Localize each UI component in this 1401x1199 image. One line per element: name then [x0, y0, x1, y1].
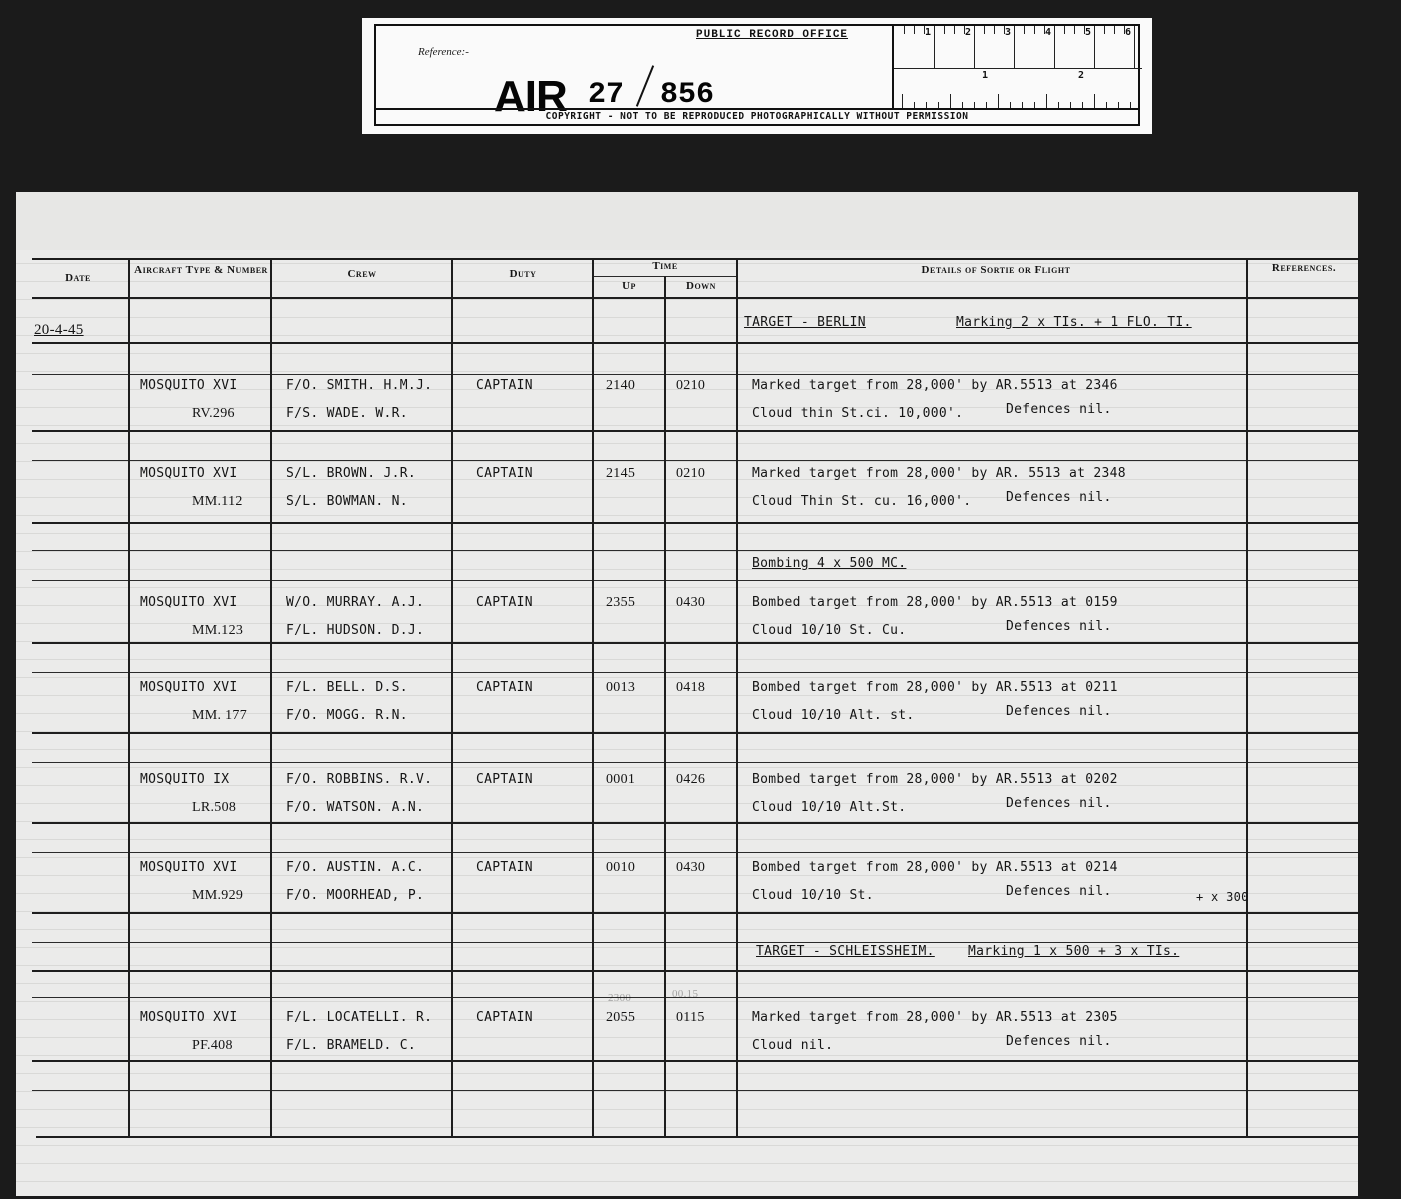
- row-rule: [32, 912, 1358, 914]
- sheet-bottom-rule: [36, 1136, 1358, 1138]
- aircraft-type: MOSQUITO XVI: [140, 378, 238, 393]
- ruler-minor-tick: [1064, 26, 1065, 34]
- time-down: 0430: [676, 595, 706, 610]
- aircraft-serial: MM.123: [192, 623, 244, 638]
- sortie-detail: Marked target from 28,000' by AR.5513 at 2305: [752, 1010, 1118, 1025]
- time-up: 0010: [606, 860, 636, 875]
- ruler-minor-tick: [1024, 26, 1025, 34]
- bombing-load-note: Bombing 4 x 500 MC.: [752, 556, 907, 571]
- header-time: Time: [652, 260, 678, 272]
- ruler-minor-tick: [924, 26, 925, 34]
- defences: Defences nil.: [1006, 490, 1112, 505]
- aircraft-type: MOSQUITO XVI: [140, 595, 238, 610]
- row-rule: [32, 1090, 1358, 1091]
- ruler-minor-tick: [1094, 26, 1095, 34]
- ruler-minor-tick: [1114, 26, 1115, 34]
- row-rule: [32, 342, 1358, 344]
- time-down: 0418: [676, 680, 706, 695]
- ruler-inch-row: [894, 68, 1142, 110]
- target-schleissheim: TARGET - SCHLEISSHEIM.: [756, 944, 935, 959]
- row-rule: [32, 1060, 1358, 1062]
- header-time-up: Up: [622, 280, 636, 292]
- sortie-date: 20-4-45: [34, 322, 84, 338]
- crew-captain: F/L. BELL. D.S.: [286, 680, 408, 695]
- time-down: 0430: [676, 860, 706, 875]
- crew-captain: S/L. BROWN. J.R.: [286, 466, 417, 481]
- struck-down-time: 00.15: [672, 988, 699, 1000]
- crew-navigator: F/O. WATSON. A.N.: [286, 800, 425, 815]
- sortie-detail: Marked target from 28,000' by AR. 5513 at 2348: [752, 466, 1126, 481]
- sortie-detail: Bombed target from 28,000' by AR.5513 at 0159: [752, 595, 1118, 610]
- defences: Defences nil.: [1006, 619, 1112, 634]
- crew-captain: F/O. AUSTIN. A.C.: [286, 860, 425, 875]
- aircraft-serial: MM. 177: [192, 708, 247, 723]
- ruler-minor-tick: [1084, 26, 1085, 34]
- cloud-conditions: Cloud 10/10 Alt. st.: [752, 708, 915, 723]
- aircraft-serial: MM.112: [192, 494, 243, 509]
- header-details: Details of Sortie or Flight: [921, 264, 1071, 276]
- defences: Defences nil.: [1006, 796, 1112, 811]
- time-up: 0013: [606, 680, 636, 695]
- sortie-detail: Bombed target from 28,000' by AR.5513 at 0214: [752, 860, 1118, 875]
- ruler-number: 5: [1085, 27, 1092, 38]
- sheet-margin: [16, 192, 1358, 250]
- crew-captain: W/O. MURRAY. A.J.: [286, 595, 425, 610]
- ruler-number: 6: [1125, 27, 1132, 38]
- row-rule: [32, 550, 1358, 551]
- ruler-minor-tick: [1124, 26, 1125, 34]
- ruler-minor-tick: [944, 26, 945, 34]
- time-down: 0210: [676, 378, 706, 393]
- ruler-minor-tick: [984, 26, 985, 34]
- ruler-minor-tick: [934, 26, 935, 34]
- target-berlin-marking: Marking 2 x TIs. + 1 FLO. TI.: [956, 315, 1192, 330]
- sortie-detail: Marked target from 28,000' by AR.5513 at 2346: [752, 378, 1118, 393]
- reference-piece: 27: [588, 78, 625, 112]
- crew-navigator: F/O. MOGG. R.N.: [286, 708, 408, 723]
- ruler-minor-tick: [1044, 26, 1045, 34]
- time-down: 0115: [676, 1010, 705, 1025]
- row-rule: [32, 642, 1358, 644]
- reference-caption: Reference:-: [418, 46, 469, 58]
- row-rule: [32, 460, 1358, 461]
- defences: Defences nil.: [1006, 1034, 1112, 1049]
- cloud-conditions: Cloud thin St.ci. 10,000'.: [752, 406, 964, 421]
- defences: Defences nil.: [1006, 402, 1112, 417]
- column-rule: [128, 258, 130, 1136]
- ruler-cm-row: [894, 26, 1142, 69]
- row-rule: [32, 672, 1358, 673]
- column-rule: [664, 276, 666, 1136]
- time-up: 2145: [606, 466, 636, 481]
- record-office-title: PUBLIC RECORD OFFICE: [696, 29, 849, 41]
- target-schleissheim-marking: Marking 1 x 500 + 3 x TIs.: [968, 944, 1180, 959]
- reference-label-frame: [374, 24, 1140, 126]
- aircraft-type: MOSQUITO XVI: [140, 466, 238, 481]
- column-rule: [451, 258, 453, 1136]
- time-up: 2355: [606, 595, 636, 610]
- time-up: 0001: [606, 772, 636, 787]
- ruler-minor-tick: [1134, 26, 1135, 34]
- ruler-minor-tick: [1034, 26, 1035, 34]
- cloud-conditions: Cloud Thin St. cu. 16,000'.: [752, 494, 972, 509]
- ruler-minor-tick: [1014, 26, 1015, 34]
- header-bottom-rule: [32, 297, 1358, 299]
- crew-navigator: F/O. MOORHEAD, P.: [286, 888, 425, 903]
- aircraft-type: MOSQUITO XVI: [140, 1010, 238, 1025]
- row-rule: [32, 732, 1358, 734]
- margin-note: + x 300: [1196, 890, 1249, 904]
- aircraft-serial: LR.508: [192, 800, 237, 815]
- header-crew: Crew: [347, 268, 377, 280]
- ruler-number: 4: [1045, 27, 1052, 38]
- time-up: 2140: [606, 378, 636, 393]
- operations-record-sheet: [16, 192, 1358, 1196]
- ruler-minor-tick: [1054, 26, 1055, 34]
- ruler-minor-tick: [904, 26, 905, 34]
- row-rule: [32, 522, 1358, 524]
- header-references: References.: [1271, 262, 1337, 274]
- duty: CAPTAIN: [476, 378, 533, 393]
- column-rule: [270, 258, 272, 1136]
- cloud-conditions: Cloud 10/10 St. Cu.: [752, 623, 907, 638]
- row-rule: [32, 374, 1358, 375]
- duty: CAPTAIN: [476, 860, 533, 875]
- row-rule: [32, 822, 1358, 824]
- aircraft-type: MOSQUITO XVI: [140, 680, 238, 695]
- cloud-conditions: Cloud 10/10 St.: [752, 888, 874, 903]
- reference-item: 856: [660, 78, 715, 112]
- cloud-conditions: Cloud nil.: [752, 1038, 834, 1053]
- header-duty: Duty: [509, 268, 537, 280]
- header-date: Date: [65, 272, 91, 284]
- crew-navigator: S/L. BOWMAN. N.: [286, 494, 408, 509]
- cloud-conditions: Cloud 10/10 Alt.St.: [752, 800, 907, 815]
- reference-label: [362, 18, 1152, 134]
- copyright-notice: COPYRIGHT - NOT TO BE REPRODUCED PHOTOGRAPHICALLY WITHOUT PERMISSION: [376, 108, 1138, 124]
- ruler-minor-tick: [1004, 26, 1005, 34]
- ruler-number: 2: [965, 27, 972, 38]
- crew-captain: F/O. SMITH. H.M.J.: [286, 378, 433, 393]
- ruler-minor-tick: [914, 26, 915, 34]
- target-berlin: TARGET - BERLIN: [744, 315, 866, 330]
- header-aircraft: Aircraft Type & Number: [134, 264, 268, 276]
- reference-slash: [636, 65, 654, 107]
- ruler-minor-tick: [954, 26, 955, 34]
- duty: CAPTAIN: [476, 772, 533, 787]
- aircraft-type: MOSQUITO XVI: [140, 860, 238, 875]
- ruler-number: 2: [1078, 70, 1085, 81]
- column-rule: [736, 258, 738, 1136]
- time-down: 0426: [676, 772, 706, 787]
- struck-up-time: 2300: [608, 992, 632, 1004]
- duty: CAPTAIN: [476, 1010, 533, 1025]
- row-rule: [32, 970, 1358, 972]
- row-rule: [32, 942, 1358, 943]
- duty: CAPTAIN: [476, 680, 533, 695]
- column-rule: [1246, 258, 1248, 1136]
- crew-captain: F/O. ROBBINS. R.V.: [286, 772, 433, 787]
- column-rule: [592, 258, 594, 1136]
- ruler-minor-tick: [1074, 26, 1075, 34]
- time-up: 2055: [606, 1010, 636, 1025]
- ruler-minor-tick: [974, 26, 975, 34]
- row-rule: [32, 430, 1358, 432]
- aircraft-serial: PF.408: [192, 1038, 233, 1053]
- header-time-down: Down: [686, 280, 716, 292]
- ruler-minor-tick: [994, 26, 995, 34]
- row-rule: [32, 762, 1358, 763]
- defences: Defences nil.: [1006, 704, 1112, 719]
- sortie-detail: Bombed target from 28,000' by AR.5513 at 0211: [752, 680, 1118, 695]
- duty: CAPTAIN: [476, 466, 533, 481]
- crew-navigator: F/L. HUDSON. D.J.: [286, 623, 425, 638]
- scale-ruler: [892, 26, 1142, 110]
- aircraft-serial: MM.929: [192, 888, 244, 903]
- ruler-minor-tick: [1104, 26, 1105, 34]
- ruler-minor-tick: [964, 26, 965, 34]
- duty: CAPTAIN: [476, 595, 533, 610]
- crew-navigator: F/L. BRAMELD. C.: [286, 1038, 417, 1053]
- sortie-detail: Bombed target from 28,000' by AR.5513 at 0202: [752, 772, 1118, 787]
- aircraft-serial: RV.296: [192, 406, 235, 421]
- ruler-number: 3: [1005, 27, 1012, 38]
- ruler-number: 1: [925, 27, 932, 38]
- crew-navigator: F/S. WADE. W.R.: [286, 406, 408, 421]
- aircraft-type: MOSQUITO IX: [140, 772, 230, 787]
- ruler-number: 1: [982, 70, 989, 81]
- row-rule: [32, 852, 1358, 853]
- defences: Defences nil.: [1006, 884, 1112, 899]
- reference-series: AIR: [494, 72, 567, 121]
- time-down: 0210: [676, 466, 706, 481]
- row-rule: [32, 580, 1358, 581]
- crew-captain: F/L. LOCATELLI. R.: [286, 1010, 433, 1025]
